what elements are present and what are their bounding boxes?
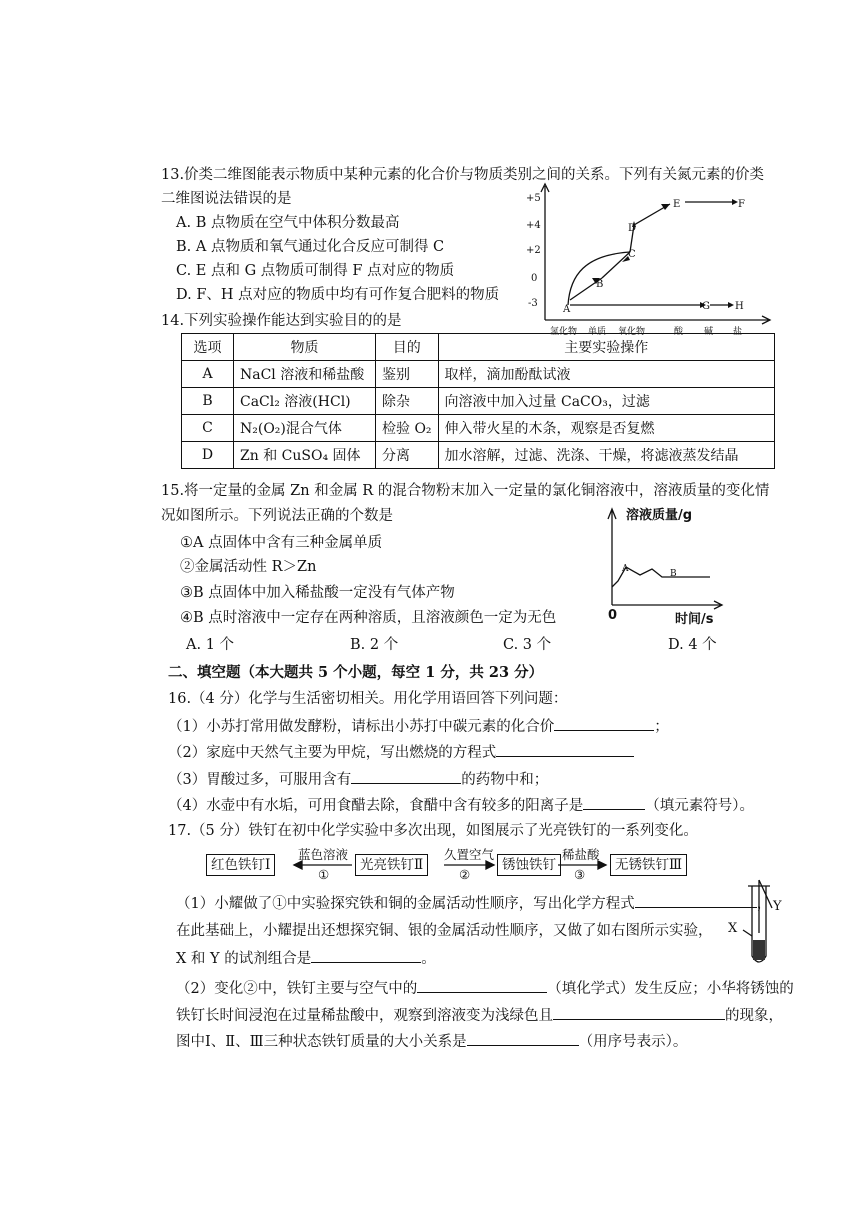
header-purpose: 目的 [376, 334, 439, 361]
q15-statement-4: ④B 点时溶液中一定存在两种溶质，且溶液颜色一定为无色 [180, 610, 557, 626]
answer-blank[interactable] [311, 948, 421, 963]
table-cell: 分离 [376, 442, 439, 469]
flow-box-clean-nail: 无锈铁钉Ⅲ [610, 854, 687, 876]
q13-xcat-oxide: 氧化物 [618, 327, 646, 337]
flow-num-3: ③ [574, 867, 586, 882]
q15-option-c: C. 3 个 [503, 637, 552, 653]
answer-blank[interactable] [554, 716, 654, 731]
q14-table [181, 333, 775, 469]
tube-label-x: X [728, 921, 738, 936]
q13-xcat-salt: 盐 [733, 327, 743, 337]
q15-point-b: B [670, 569, 677, 579]
table-cell: A [182, 361, 234, 388]
q17-flow-diagram [206, 848, 706, 890]
q15-stem-line1: 15.将一定量的金属 Zn 和金属 R 的混合物粉末加入一定量的氯化铜溶液中，溶液质量的变化情 [161, 483, 770, 499]
q13-option-c: C. E 点和 G 点物质可制得 F 点对应的物质 [176, 263, 455, 279]
flow-label-air: 久置空气 [444, 847, 495, 862]
q17-part1-line2: 在此基础上，小耀提出还想探究铜、银的金属活动性顺序，又做了如右图所示实验， [176, 923, 713, 939]
q13-point-e: E [673, 199, 681, 210]
test-tube-diagram [738, 878, 788, 973]
q13-option-b: B. A 点物质和氧气通过化合反应可制得 C [176, 239, 445, 255]
answer-blank[interactable] [467, 1031, 579, 1046]
q15-option-d: D. 4 个 [668, 637, 717, 653]
q13-ytick-plus5: +5 [526, 193, 541, 204]
table-cell: 加水溶解，过滤、洗涤、干燥，将滤液蒸发结晶 [438, 442, 774, 469]
q15-chart-xlabel: 时间/s [675, 612, 714, 627]
answer-blank[interactable] [417, 978, 547, 993]
flow-num-2: ② [459, 867, 471, 882]
flow-label-hcl: 稀盐酸 [562, 847, 600, 862]
answer-blank[interactable] [553, 1005, 725, 1020]
q13-ytick-plus4: +4 [526, 220, 541, 231]
q13-point-c: C [628, 249, 636, 260]
table-cell: D [182, 442, 234, 469]
q15-statement-2: ②金属活动性 R＞Zn [180, 559, 317, 575]
q13-point-g: G [702, 301, 710, 312]
flow-box-bright-nail: 光亮铁钉Ⅱ [355, 854, 428, 876]
tube-label-y: Y [773, 899, 782, 914]
q15-point-a: A [622, 564, 629, 574]
table-row [182, 415, 775, 442]
q17-part2-line1: （2）变化②中，铁钉主要与空气中的 （填化学式）发生反应；小华将锈蚀的 [176, 978, 794, 999]
table-cell: 取样，滴加酚酞试液 [438, 361, 774, 388]
flow-box-rusty-nail: 锈蚀铁钉 [497, 854, 561, 876]
q15-option-a: A. 1 个 [186, 637, 235, 653]
q17-part1-line1: （1）小耀做了①中实验探究铁和铜的金属活动性顺序，写出化学方程式 ， [176, 893, 771, 914]
q15-statement-3: ③B 点固体中加入稀盐酸一定没有气体产物 [180, 585, 455, 601]
table-row [182, 442, 775, 469]
section-2-title: 二、填空题（本大题共 5 个小题，每空 1 分，共 23 分） [168, 664, 544, 681]
q13-point-a: A [563, 304, 571, 315]
q16-item-3: （3）胃酸过多，可服用含有 的药物中和； [168, 769, 548, 790]
q13-point-d: D [628, 223, 637, 234]
table-header-row [182, 334, 775, 361]
table-cell: CaCl₂ 溶液(HCl) [234, 388, 376, 415]
q15-stem-line2: 况如图所示。下列说法正确的个数是 [161, 508, 393, 524]
q13-xcat-acid: 酸 [674, 327, 684, 337]
q13-xcat-hydride: 氢化物 [550, 327, 578, 337]
flow-label-blue-solution: 蓝色溶液 [298, 847, 349, 862]
table-row [182, 388, 775, 415]
q14-stem: 14.下列实验操作能达到实验目的的是 [161, 313, 402, 329]
q13-ytick-0: 0 [531, 273, 538, 284]
q15-chart-origin: 0 [608, 608, 618, 623]
table-row [182, 361, 775, 388]
table-cell: 伸入带火星的木条，观察是否复燃 [438, 415, 774, 442]
table-cell: Zn 和 CuSO₄ 固体 [234, 442, 376, 469]
table-cell: 检验 O₂ [376, 415, 439, 442]
q17-part1-line3: X 和 Y 的试剂组合是 。 [176, 948, 436, 969]
q13-stem-line1: 13.价类二维图能表示物质中某种元素的化合价与物质类别之间的关系。下列有关氮元素的价类 [161, 167, 765, 183]
q13-xcat-element: 单质 [588, 327, 607, 337]
table-cell: 除杂 [376, 388, 439, 415]
header-option: 选项 [182, 334, 234, 361]
q15-chart-ylabel: 溶液质量/g [626, 508, 693, 523]
q13-stem-line2: 二维图说法错误的是 [161, 191, 292, 207]
answer-blank[interactable] [496, 742, 634, 757]
table-cell: N₂(O₂)混合气体 [234, 415, 376, 442]
q13-point-f: F [738, 199, 745, 210]
q13-ytick-plus2: +2 [526, 245, 541, 256]
q13-ytick-minus3: -3 [528, 298, 538, 309]
q13-point-h: H [735, 301, 744, 312]
q16-item-1: （1）小苏打常用做发酵粉，请标出小苏打中碳元素的化合价 ； [168, 716, 669, 737]
table-cell: NaCl 溶液和稀盐酸 [234, 361, 376, 388]
table-cell: 向溶液中加入过量 CaCO₃，过滤 [438, 388, 774, 415]
q17-stem: 17.（5 分）铁钉在初中化学实验中多次出现，如图展示了光亮铁钉的一系列变化。 [168, 823, 698, 839]
header-substance: 物质 [234, 334, 376, 361]
table-cell: B [182, 388, 234, 415]
q17-part2-line2: 铁钉长时间浸泡在过量稀盐酸中，观察到溶液变为浅绿色且 的现象， [176, 1005, 783, 1026]
table-cell: C [182, 415, 234, 442]
q15-option-b: B. 2 个 [350, 637, 399, 653]
header-operation: 主要实验操作 [438, 334, 774, 361]
table-cell: 鉴别 [376, 361, 439, 388]
q13-point-b: B [596, 279, 604, 290]
answer-blank[interactable] [583, 795, 645, 810]
q13-xcat-base: 碱 [704, 327, 714, 337]
q16-item-4: （4）水壶中有水垢，可用食醋去除，食醋中含有较多的阳离子是 （填元素符号）。 [168, 795, 754, 816]
answer-blank[interactable] [351, 769, 461, 784]
q16-item-2: （2）家庭中天然气主要为甲烷，写出燃烧的方程式 [168, 742, 634, 763]
q13-option-d: D. F、H 点对应的物质中均有可作复合肥料的物质 [176, 287, 500, 303]
q17-part2-line3: 图中Ⅰ、Ⅱ、Ⅲ三种状态铁钉质量的大小关系是 （用序号表示）。 [176, 1031, 687, 1052]
q13-option-a: A. B 点物质在空气中体积分数最高 [176, 215, 400, 231]
flow-box-red-nail: 红色铁钉Ⅰ [206, 854, 275, 876]
q16-stem: 16.（4 分）化学与生活密切相关。用化学用语回答下列问题： [168, 691, 568, 707]
flow-num-1: ① [318, 867, 330, 882]
q15-statement-1: ①A 点固体中含有三种金属单质 [180, 535, 383, 551]
